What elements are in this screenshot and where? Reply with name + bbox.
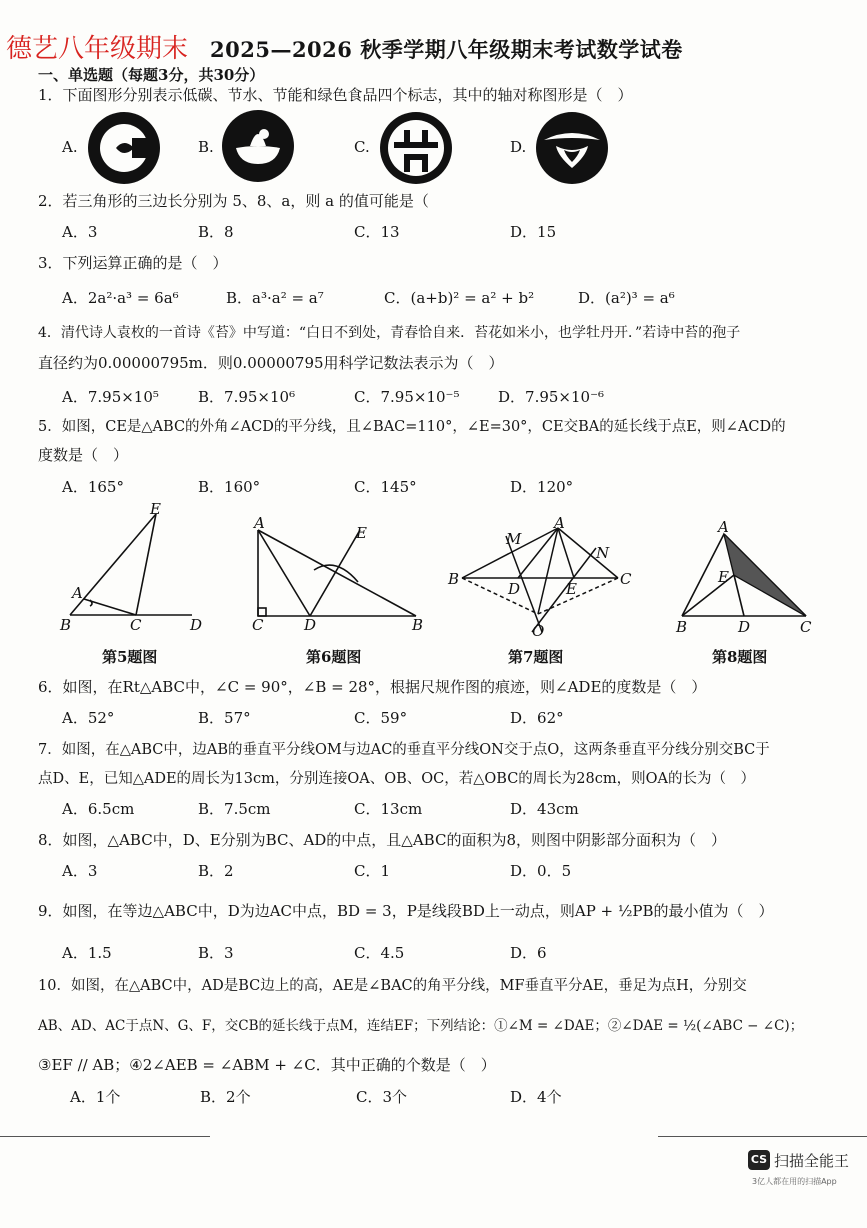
question-5-stem: 5．如图，CE是△ABC的外角∠ACD的平分线，且∠BAC=110°，∠E=30°，CE交BA的延长线于点E，则∠ACD的	[38, 419, 786, 435]
question-3-stem: 3．下列运算正确的是（ ）	[38, 254, 228, 272]
section-heading: 一、单选题（每题3分，共30分）	[38, 66, 265, 84]
fig6-label-b: B	[412, 616, 424, 634]
fig5-label-d: D	[190, 616, 203, 634]
fig7-label-a: A	[554, 514, 565, 532]
water-saving-logo-icon	[220, 108, 296, 184]
q8-option-c: C．1	[354, 862, 391, 880]
q5-option-b: B．160°	[198, 478, 261, 496]
camscanner-name: 扫描全能王	[774, 1152, 850, 1170]
figure-6-diagram	[248, 512, 428, 638]
q4-option-c: C．7.95×10⁻⁵	[354, 388, 460, 406]
q3-option-d: D．(a²)³ = a⁶	[578, 289, 675, 307]
fig7-label-d: D	[508, 580, 521, 598]
fig7-label-e: E	[566, 580, 577, 598]
fig5-label-c: C	[130, 616, 142, 634]
fig8-label-d: D	[738, 618, 751, 636]
green-food-logo-icon	[534, 110, 610, 186]
q10-option-c: C．3个	[356, 1088, 408, 1106]
q8-option-a: A．3	[62, 862, 98, 880]
q2-option-b: B．8	[198, 223, 234, 241]
fig8-label-e: E	[718, 568, 729, 586]
figure-5-diagram	[56, 500, 216, 638]
fig7-label-b: B	[448, 570, 460, 588]
camscanner-logo-icon: CS	[748, 1150, 770, 1170]
q9-option-a: A．1.5	[62, 944, 112, 962]
question-10-stem-line3: ③EF // AB；④2∠AEB = ∠ABM + ∠C．其中正确的个数是（ ）	[38, 1056, 496, 1074]
q1-option-d: D.	[510, 138, 527, 156]
low-carbon-logo-icon	[86, 110, 162, 186]
q2-option-d: D．15	[510, 223, 557, 241]
q7-option-b: B．7.5cm	[198, 800, 271, 818]
fig5-label-b: B	[60, 616, 72, 634]
fig5-label-a: A	[72, 584, 83, 602]
page-divider-right	[658, 1136, 867, 1137]
q3-option-b: B．a³·a² = a⁷	[226, 289, 324, 307]
question-6-stem: 6．如图，在Rt△ABC中，∠C = 90°，∠B = 28°，根据尺规作图的痕迹，则∠ADE的度数是（ ）	[38, 678, 707, 696]
q6-option-b: B．57°	[198, 709, 251, 727]
question-5-stem-line2: 度数是（ ）	[38, 446, 129, 464]
question-7-stem-line2: 点D、E，已知△ADE的周长为13cm，分别连接OA、OB、OC，若△OBC的周长为28cm，则OA的长为（ ）	[38, 771, 755, 787]
page-divider-left	[0, 1136, 210, 1137]
q4-option-a: A．7.95×10⁵	[62, 388, 159, 406]
figure-7-caption: 第7题图	[508, 648, 564, 666]
q6-option-d: D．62°	[510, 709, 564, 727]
exam-title: 2025—2026 秋季学期八年级期末考试数学试卷	[210, 37, 683, 62]
watermark-label: 德艺八年级期末	[6, 34, 189, 64]
question-7-stem: 7．如图，在△ABC中，边AB的垂直平分线OM与边AC的垂直平分线ON交于点O，这两条垂直平分线分别交BC于	[38, 742, 770, 758]
figure-8-diagram	[672, 516, 822, 640]
question-4-stem-line2: 直径约为0.00000795m．则0.00000795用科学记数法表示为（ ）	[38, 354, 504, 372]
fig7-label-m: M	[506, 530, 522, 548]
q3-option-a: A．2a²·a³ = 6a⁶	[62, 289, 179, 307]
q2-option-a: A．3	[62, 223, 98, 241]
fig7-label-c: C	[620, 570, 632, 588]
q10-option-b: B．2个	[200, 1088, 251, 1106]
figure-5-caption: 第5题图	[102, 648, 158, 666]
question-4-stem: 4．清代诗人袁枚的一首诗《苔》中写道：“白日不到处，青春恰自来．苔花如米小，也学牡丹开．”若诗中苔的孢子	[38, 325, 741, 341]
q2-option-c: C．13	[354, 223, 400, 241]
camscanner-tagline: 3亿人都在用的扫描App	[752, 1177, 837, 1186]
q7-option-d: D．43cm	[510, 800, 579, 818]
q1-option-b: B.	[198, 138, 214, 156]
fig8-label-a: A	[718, 518, 729, 536]
q8-option-d: D．0．5	[510, 862, 572, 880]
q5-option-c: C．145°	[354, 478, 417, 496]
q7-option-a: A．6.5cm	[62, 800, 135, 818]
fig5-label-e: E	[150, 500, 161, 518]
q3-option-c: C．(a+b)² = a² + b²	[384, 289, 535, 307]
question-10-stem-line2: AB、AD、AC于点N、G、F，交CB的延长线于点M，连结EF；下列结论：①∠M = ∠DAE；②∠DAE = ½(∠ABC − ∠C)；	[38, 1018, 804, 1034]
q6-option-a: A．52°	[62, 709, 115, 727]
figure-7-diagram	[446, 514, 636, 640]
q4-option-d: D．7.95×10⁻⁶	[498, 388, 605, 406]
q1-option-a: A.	[62, 138, 78, 156]
question-9-stem: 9．如图，在等边△ABC中，D为边AC中点，BD = 3，P是线段BD上一动点，则AP + ½PB的最小值为（ ）	[38, 902, 774, 920]
q6-option-c: C．59°	[354, 709, 408, 727]
q1-option-c: C.	[354, 138, 370, 156]
fig6-label-d: D	[304, 616, 317, 634]
q5-option-d: D．120°	[510, 478, 574, 496]
question-8-stem: 8．如图，△ABC中，D、E分别为BC、AD的中点，且△ABC的面积为8，则图中阴影部分面积为（ ）	[38, 831, 726, 849]
fig6-label-c: C	[252, 616, 264, 634]
q9-option-c: C．4.5	[354, 944, 405, 962]
q7-option-c: C．13cm	[354, 800, 423, 818]
figure-6-caption: 第6题图	[306, 648, 362, 666]
question-2-stem: 2．若三角形的三边长分别为 5、8、a，则 a 的值可能是（	[38, 192, 429, 210]
fig6-label-e: E	[356, 524, 367, 542]
q9-option-d: D．6	[510, 944, 547, 962]
q9-option-b: B．3	[198, 944, 234, 962]
q4-option-b: B．7.95×10⁶	[198, 388, 296, 406]
fig7-label-n: N	[596, 544, 610, 562]
q10-option-d: D．4个	[510, 1088, 562, 1106]
question-1-stem: 1．下面图形分别表示低碳、节水、节能和绿色食品四个标志，其中的轴对称图形是（ ）	[38, 86, 633, 104]
fig6-label-a: A	[254, 514, 265, 532]
fig8-label-b: B	[676, 618, 688, 636]
figure-8-caption: 第8题图	[712, 648, 768, 666]
q5-option-a: A．165°	[62, 478, 124, 496]
q10-option-a: A．1个	[70, 1088, 121, 1106]
q8-option-b: B．2	[198, 862, 234, 880]
energy-saving-logo-icon	[378, 110, 454, 186]
fig8-label-c: C	[800, 618, 812, 636]
question-10-stem: 10．如图，在△ABC中，AD是BC边上的高，AE是∠BAC的角平分线，MF垂直平分AE，垂足为点H，分别交	[38, 978, 747, 994]
fig7-label-o: O	[532, 622, 545, 640]
